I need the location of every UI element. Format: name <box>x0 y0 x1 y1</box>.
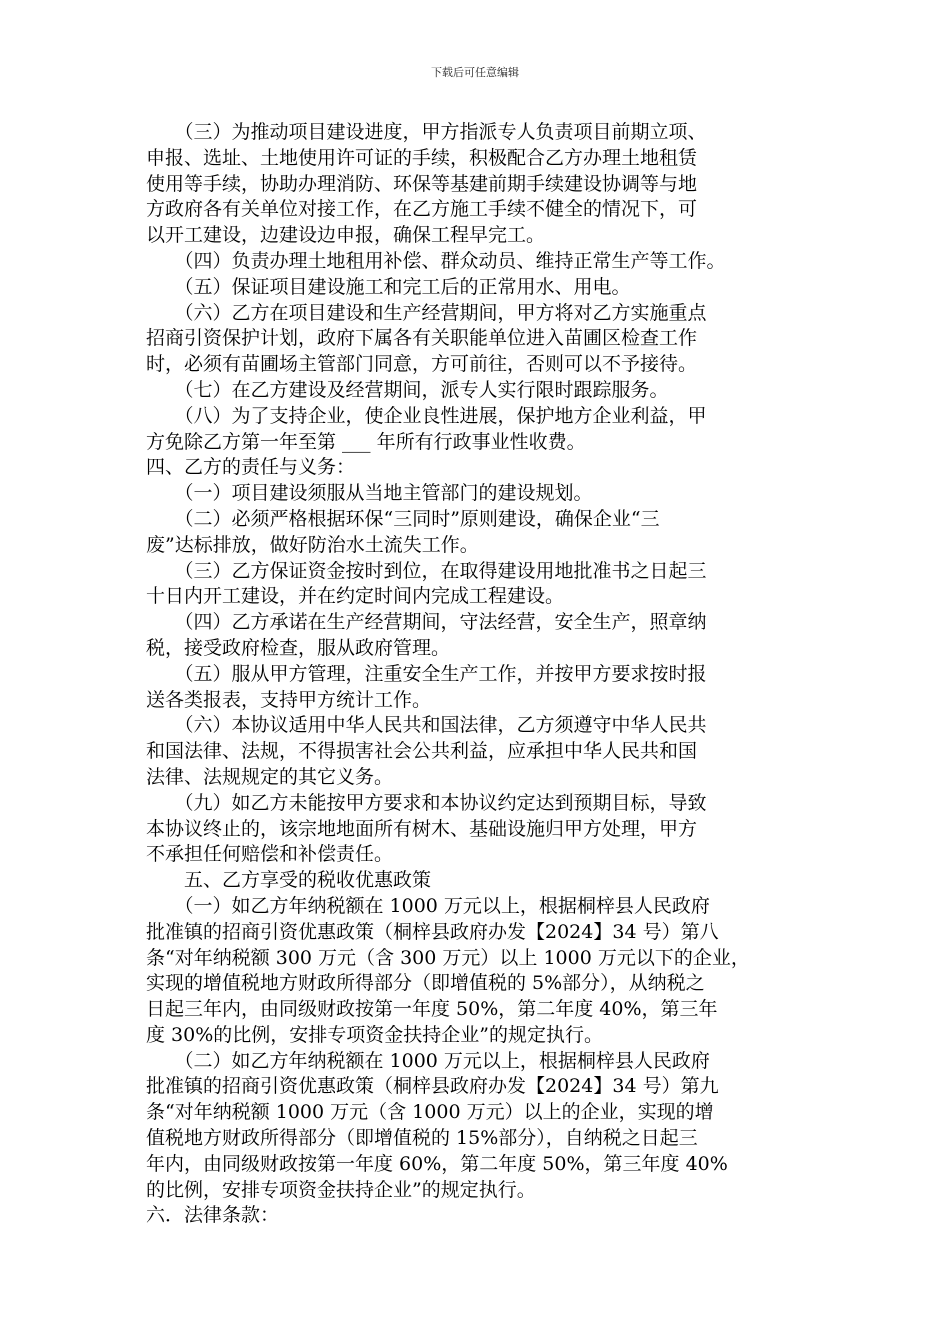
text-line: （九）如乙方未能按甲方要求和本协议约定达到预期目标，导致 <box>146 791 707 814</box>
text-line: 条“对年纳税额 300 万元（含 300 万元）以上 1000 万元以下的企业， <box>146 946 750 969</box>
text-line: 废”达标排放，做好防治水土流失工作。 <box>146 533 479 556</box>
text-line: （四）负责办理土地租用补偿、群众动员、维持正常生产等工作。 <box>146 249 726 272</box>
section-heading: 四、乙方的责任与义务： <box>146 456 356 479</box>
text-line: 方免除乙方第一年至第 ___ 年所有行政事业性收费。 <box>146 430 586 453</box>
text-line: 批准镇的招商引资优惠政策（桐梓县政府办发【2024】34 号）第九 <box>146 1075 719 1098</box>
text-line: （一）如乙方年纳税额在 1000 万元以上，根据桐梓县人民政府 <box>146 894 710 917</box>
section-heading: 六．法律条款： <box>146 1204 280 1227</box>
text-line: 时，必须有苗圃场主管部门同意，方可前往，否则可以不予接待。 <box>146 353 698 376</box>
text-line: （六）本协议适用中华人民共和国法律，乙方须遵守中华人民共 <box>146 714 707 737</box>
text-line: 年内，由同级财政按第一年度 60%，第二年度 50%，第三年度 40% <box>146 1152 728 1175</box>
text-line: （七）在乙方建设及经营期间，派专人实行限时跟踪服务。 <box>146 378 669 401</box>
text-line: 条“对年纳税额 1000 万元（含 1000 万元）以上的企业，实现的增 <box>146 1101 714 1124</box>
text-line: （三）乙方保证资金按时到位，在取得建设用地批准书之日起三 <box>146 559 707 582</box>
text-line: 批准镇的招商引资优惠政策（桐梓县政府办发【2024】34 号）第八 <box>146 920 719 943</box>
text-line: 的比例，安排专项资金扶持企业”的规定执行。 <box>146 1178 536 1201</box>
page-header-note: 下载后可任意编辑 <box>431 66 519 79</box>
text-line: 值税地方财政所得部分（即增值税的 15%部分），自纳税之日起三 <box>146 1127 698 1150</box>
text-line: 法律、法规规定的其它义务。 <box>146 765 394 788</box>
text-line: 申报、选址、土地使用许可证的手续，积极配合乙方办理土地租赁 <box>146 146 698 169</box>
text-line: （六）乙方在项目建设和生产经营期间，甲方将对乙方实施重点 <box>146 301 707 324</box>
text-line: （四）乙方承诺在生产经营期间，守法经营，安全生产，照章纳 <box>146 611 707 634</box>
text-line: 十日内开工建设，并在约定时间内完成工程建设。 <box>146 585 565 608</box>
text-line: 方政府各有关单位对接工作，在乙方施工手续不健全的情况下，可 <box>146 198 698 221</box>
text-line: 本协议终止的，该宗地地面所有树木、基础设施归甲方处理，甲方 <box>146 817 698 840</box>
text-line: 和国法律、法规，不得损害社会公共利益，应承担中华人民共和国 <box>146 740 698 763</box>
document-body <box>146 120 816 1229</box>
text-line: （八）为了支持企业，使企业良性进展，保护地方企业利益，甲 <box>146 404 707 427</box>
text-line: 不承担任何赔偿和补偿责任。 <box>146 843 394 866</box>
text-line: （二）如乙方年纳税额在 1000 万元以上，根据桐梓县人民政府 <box>146 1049 710 1072</box>
text-line: 使用等手续，协助办理消防、环保等基建前期手续建设协调等与地 <box>146 172 698 195</box>
text-line: （二）必须严格根据环保“三同时”原则建设，确保企业“三 <box>146 507 660 530</box>
text-line: 送各类报表，支持甲方统计工作。 <box>146 688 432 711</box>
text-line: （五）保证项目建设施工和完工后的正常用水、用电。 <box>146 275 631 298</box>
text-line: 招商引资保护计划，政府下属各有关职能单位进入苗圃区检查工作 <box>146 327 698 350</box>
text-line: 实现的增值税地方财政所得部分（即增值税的 5%部分），从纳税之 <box>146 972 705 995</box>
text-line: 日起三年内，由同级财政按第一年度 50%，第二年度 40%，第三年 <box>146 998 718 1021</box>
text-line: （三）为推动项目建设进度，甲方指派专人负责项目前期立项、 <box>146 121 707 143</box>
text-line: （五）服从甲方管理，注重安全生产工作，并按甲方要求按时报 <box>146 662 707 685</box>
text-line: （一）项目建设须服从当地主管部门的建设规划。 <box>146 482 593 505</box>
section-heading: 五、乙方享受的税收优惠政策 <box>146 869 432 892</box>
text-line: 以开工建设，边建设边申报，确保工程早完工。 <box>146 224 546 247</box>
text-line: 度 30%的比例，安排专项资金扶持企业”的规定执行。 <box>146 1023 603 1046</box>
text-line: 税，接受政府检查，服从政府管理。 <box>146 636 451 659</box>
